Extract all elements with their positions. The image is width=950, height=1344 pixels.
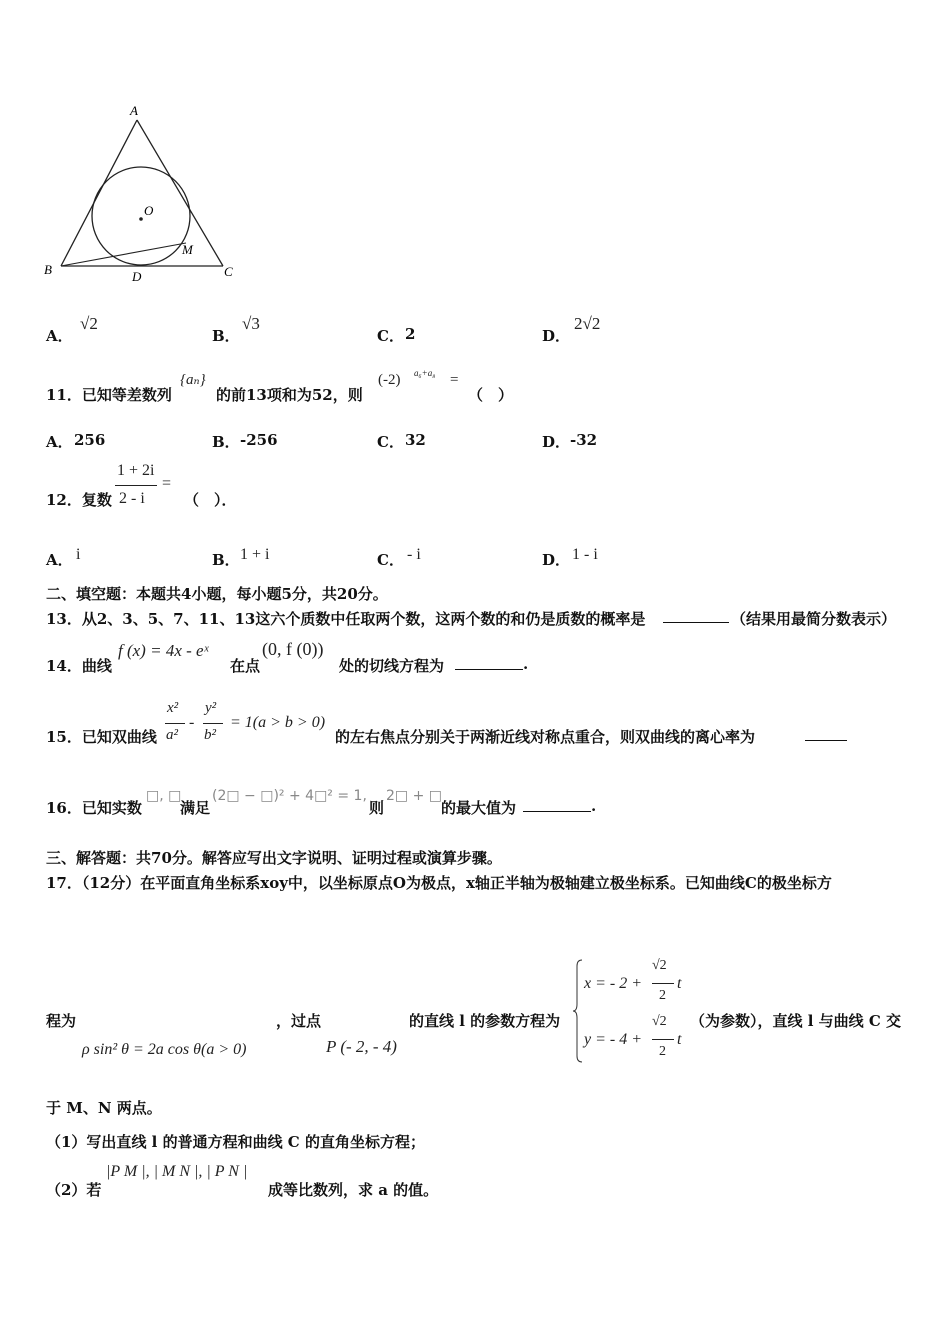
side-ab — [61, 120, 137, 266]
q14-end: . — [523, 655, 529, 673]
q16-condition: (2□ − □)² + 4□² = 1, — [212, 788, 367, 804]
q15-prefix: 15．已知双曲线 — [46, 728, 157, 746]
q16-end: . — [591, 797, 597, 815]
q11-option-c-value: 32 — [405, 431, 426, 449]
q11-middle: 的前13项和为52，则 — [216, 386, 363, 404]
segment-bm — [61, 243, 186, 266]
q10-option-a-letter: A． — [46, 327, 73, 345]
q17-part-2-end: 成等比数列，求 a 的值。 — [268, 1181, 439, 1199]
q17-two-bottom: 2 — [659, 1044, 666, 1059]
q15-fraction-bar-2 — [203, 723, 223, 724]
q17-line-2-start: 程为 — [46, 1012, 77, 1030]
q16-expression: 2□ + □ — [386, 788, 442, 804]
q14-mid: 在点 — [230, 657, 261, 675]
label-a: A — [130, 103, 138, 118]
incircle — [92, 167, 190, 265]
q17-system-y: y = - 4 + — [584, 1031, 643, 1048]
q14-answer-blank — [455, 655, 523, 670]
q17-line-2-end: （为参数），直线 l 与曲线 C 交 — [690, 1012, 902, 1030]
q11-exponent: a₆+a₈ — [414, 368, 436, 378]
q17-part-1: （1）写出直线 l 的普通方程和曲线 C 的直角坐标方程； — [46, 1133, 425, 1151]
q12-equals: = — [162, 475, 172, 492]
q13-answer-blank — [663, 608, 729, 623]
q14-suffix: 处的切线方程为 — [339, 657, 445, 675]
q17-part-2-expression: |P M |, | M N |, | P N | — [106, 1163, 248, 1180]
q12-option-c-value: - i — [407, 546, 421, 563]
q11-option-a-value: 256 — [74, 431, 106, 449]
q17-point-p: P (- 2, - 4) — [326, 1037, 397, 1056]
q10-option-c-value: 2 — [405, 325, 416, 343]
q15-equation-rest: = 1(a > b > 0) — [230, 714, 326, 731]
label-o: O — [144, 203, 154, 218]
q16-prefix: 16．已知实数 — [46, 799, 142, 817]
q11-option-d-value: -32 — [570, 431, 598, 449]
q15-b-squared: b² — [204, 727, 216, 743]
q14-function: f (x) = 4x - eˣ — [118, 641, 209, 660]
q10-option-b-value: √3 — [242, 314, 260, 333]
q12-prefix: 12．复数 — [46, 491, 112, 509]
q15-fraction-bar-1 — [165, 723, 185, 724]
q15-minus: - — [189, 714, 195, 731]
q10-option-a-value: √2 — [80, 314, 98, 333]
label-d: D — [132, 269, 142, 284]
q16-mid: 满足 — [180, 799, 211, 817]
q17-sqrt2-bottom: √2 — [652, 1014, 667, 1029]
q17-line-1: 17．（12分）在平面直角坐标系xoy中，以坐标原点O为极点，x轴正半轴为极轴建立极坐标系。已知曲线C的极坐标方 — [46, 874, 832, 892]
q11-prefix: 11．已知等差数列 — [46, 386, 172, 404]
q11-option-c-letter: C． — [377, 433, 404, 451]
q17-t-top: t — [677, 975, 682, 992]
q17-t-bottom: t — [677, 1031, 682, 1048]
q12-fraction-bar — [115, 485, 157, 486]
q17-system-x: x = - 2 + — [584, 975, 643, 992]
q11-option-a-letter: A． — [46, 433, 73, 451]
q16-suffix: 的最大值为 — [441, 799, 517, 817]
q16-mid2: 则 — [369, 799, 385, 817]
q17-fraction-bar-y — [652, 1039, 674, 1040]
q12-numerator: 1 + 2i — [117, 462, 155, 479]
q11-option-b-value: -256 — [240, 431, 278, 449]
q13-suffix: （结果用最简分数表示） — [731, 610, 897, 628]
label-m: M — [182, 242, 193, 257]
q15-x-squared: x² — [167, 700, 179, 716]
q10-option-c-letter: C． — [377, 327, 404, 345]
label-c: C — [224, 264, 233, 279]
q17-two-top: 2 — [659, 988, 666, 1003]
q12-option-a-value: i — [76, 546, 81, 563]
q15-answer-blank — [805, 726, 847, 741]
q13-text: 13．从2、3、5、7、11、13这六个质数中任取两个数，这两个数的和仍是质数的概率是 — [46, 610, 646, 628]
q15-suffix: 的左右焦点分别关于两渐近线对称点重合，则双曲线的离心率为 — [335, 728, 756, 746]
label-b: B — [44, 262, 52, 277]
q10-option-d-letter: D． — [542, 327, 571, 345]
q12-option-b-letter: B． — [212, 551, 240, 569]
q17-fraction-bar-x — [652, 983, 674, 984]
section-2-heading: 二、填空题：本题共4小题，每小题5分，共20分。 — [46, 585, 388, 603]
q11-base: (-2) — [378, 372, 401, 388]
q12-denominator: 2 - i — [119, 490, 145, 507]
q10-option-b-letter: B． — [212, 327, 240, 345]
q16-answer-blank — [523, 797, 591, 812]
q17-line-3: 于 M、N 两点。 — [46, 1099, 162, 1117]
q17-line-2-param: 的直线 l 的参数方程为 — [409, 1012, 561, 1030]
q14-prefix: 14．曲线 — [46, 657, 112, 675]
q17-polar-equation: ρ sin² θ = 2a cos θ(a > 0) — [82, 1041, 247, 1058]
q11-suffix: （ ） — [468, 386, 514, 404]
q11-sequence: {aₙ} — [180, 372, 206, 388]
q11-option-d-letter: D． — [542, 433, 571, 451]
q11-option-b-letter: B． — [212, 433, 240, 451]
q14-point: (0, f (0)) — [262, 639, 324, 659]
q12-option-a-letter: A． — [46, 551, 73, 569]
q15-y-squared: y² — [205, 700, 217, 716]
triangle-incircle-figure — [40, 100, 245, 285]
q10-option-d-value: 2√2 — [574, 314, 601, 333]
q15-a-squared: a² — [166, 727, 178, 743]
q16-variables: □, □ — [146, 788, 182, 804]
q17-part-2-start: （2）若 — [46, 1181, 102, 1199]
section-3-heading: 三、解答题：共70分。解答应写出文字说明、证明过程或演算步骤。 — [46, 849, 502, 867]
q17-sqrt2-top: √2 — [652, 958, 667, 973]
q12-option-b-value: 1 + i — [240, 546, 270, 563]
q17-line-2-pass-point: ，过点 — [276, 1012, 322, 1030]
q12-option-c-letter: C． — [377, 551, 404, 569]
q12-option-d-value: 1 - i — [572, 546, 598, 563]
q12-suffix: （ ）． — [184, 491, 237, 509]
q11-equals: = — [450, 372, 459, 388]
q17-system-brace — [572, 958, 584, 1064]
center-point — [139, 217, 143, 221]
q12-option-d-letter: D． — [542, 551, 571, 569]
